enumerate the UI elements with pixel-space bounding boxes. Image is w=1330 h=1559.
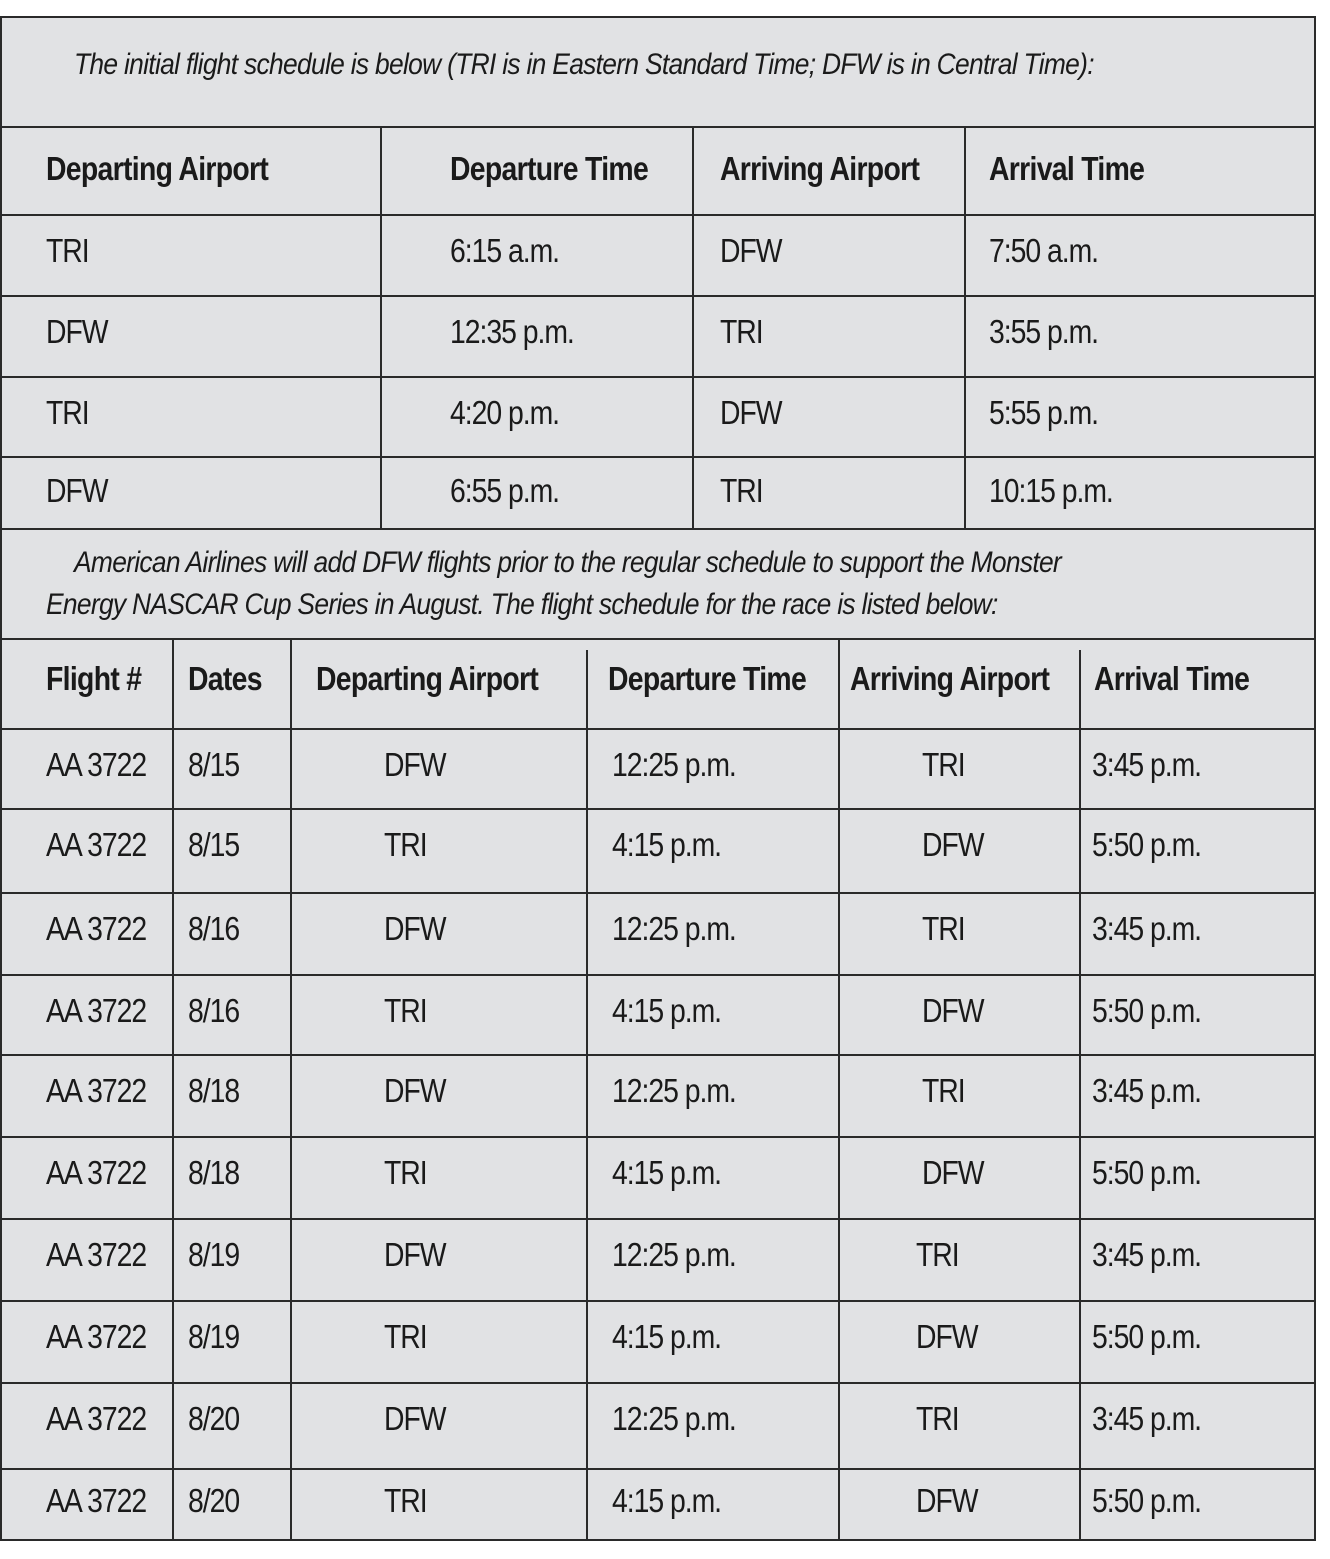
cell-date: 8/18 [188, 1072, 240, 1109]
column-divider [586, 650, 588, 1539]
cell-arriving-airport: TRI [922, 746, 965, 783]
cell-departing-airport: TRI [384, 1482, 427, 1519]
table-row [2, 1468, 1314, 1539]
cell-departing-airport: DFW [384, 1400, 446, 1437]
cell-departure-time: 4:15 p.m. [612, 992, 722, 1029]
cell-arrival-time: 3:45 p.m. [1092, 1072, 1202, 1109]
table-row [2, 1136, 1314, 1218]
cell-date: 8/16 [188, 910, 240, 947]
table-row [2, 892, 1314, 974]
cell-arriving-airport: DFW [720, 394, 782, 431]
cell-arriving-airport: DFW [922, 826, 984, 863]
cell-flight-number: AA 3722 [46, 826, 147, 863]
cell-arrival-time: 3:45 p.m. [1092, 1236, 1202, 1273]
cell-arrival-time: 3:55 p.m. [989, 313, 1099, 350]
cell-departing-airport: DFW [46, 472, 108, 509]
cell-departure-time: 4:15 p.m. [612, 1318, 722, 1355]
cell-departing-airport: DFW [384, 910, 446, 947]
cell-departure-time: 12:25 p.m. [612, 910, 736, 947]
cell-flight-number: AA 3722 [46, 1482, 147, 1519]
cell-flight-number: AA 3722 [46, 1154, 147, 1191]
cell-arriving-airport: DFW [720, 232, 782, 269]
table-row [2, 456, 1314, 528]
cell-flight-number: AA 3722 [46, 1236, 147, 1273]
initial-header-row [2, 126, 1314, 214]
table-row [2, 376, 1314, 456]
cell-departing-airport: DFW [384, 1072, 446, 1109]
table-row [2, 728, 1314, 808]
cell-date: 8/16 [188, 992, 240, 1029]
cell-departure-time: 4:15 p.m. [612, 1482, 722, 1519]
table-row [2, 1054, 1314, 1136]
table-row [2, 1218, 1314, 1300]
cell-arrival-time: 7:50 a.m. [989, 232, 1099, 269]
cell-flight-number: AA 3722 [46, 1400, 147, 1437]
column-divider [290, 638, 292, 1539]
cell-date: 8/19 [188, 1318, 240, 1355]
cell-departure-time: 12:25 p.m. [612, 1072, 736, 1109]
column-divider [964, 126, 966, 528]
table-row [2, 295, 1314, 376]
cell-arrival-time: 3:45 p.m. [1092, 746, 1202, 783]
cell-departing-airport: TRI [46, 394, 89, 431]
cell-departing-airport: TRI [384, 826, 427, 863]
cell-departing-airport: TRI [384, 992, 427, 1029]
column-divider [838, 638, 840, 1539]
header-dates: Dates [188, 660, 262, 697]
header-flight-number: Flight # [46, 660, 142, 697]
flight-schedule-document [0, 16, 1316, 1541]
cell-arrival-time: 5:55 p.m. [989, 394, 1099, 431]
table-row [2, 808, 1314, 892]
cell-departure-time: 12:35 p.m. [450, 313, 574, 350]
intro-note: The initial flight schedule is below (TRI is in Eastern Standard Time; DFW is in Central Time): [74, 48, 1094, 81]
header-arrival-time: Arrival Time [1094, 660, 1250, 697]
cell-date: 8/19 [188, 1236, 240, 1273]
column-divider [1079, 650, 1081, 1539]
cell-arriving-airport: TRI [720, 472, 763, 509]
cell-flight-number: AA 3722 [46, 910, 147, 947]
column-divider [692, 126, 694, 528]
cell-arrival-time: 5:50 p.m. [1092, 1318, 1202, 1355]
header-departure-time: Departure Time [608, 660, 807, 697]
cell-date: 8/18 [188, 1154, 240, 1191]
race-note-line-1: American Airlines will add DFW flights prior to the regular schedule to support the Monster [74, 546, 1062, 579]
cell-departure-time: 4:15 p.m. [612, 1154, 722, 1191]
cell-departure-time: 6:55 p.m. [450, 472, 560, 509]
cell-arrival-time: 5:50 p.m. [1092, 1154, 1202, 1191]
cell-date: 8/15 [188, 826, 240, 863]
cell-departure-time: 12:25 p.m. [612, 1400, 736, 1437]
cell-date: 8/20 [188, 1482, 240, 1519]
header-arriving-airport: Arriving Airport [720, 150, 920, 187]
header-arriving-airport: Arriving Airport [850, 660, 1050, 697]
cell-departing-airport: TRI [384, 1154, 427, 1191]
cell-arriving-airport: DFW [916, 1482, 978, 1519]
table-row [2, 1382, 1314, 1468]
column-divider [172, 638, 174, 1539]
cell-arrival-time: 3:45 p.m. [1092, 1400, 1202, 1437]
header-departing-airport: Departing Airport [316, 660, 539, 697]
cell-departing-airport: TRI [384, 1318, 427, 1355]
header-arrival-time: Arrival Time [989, 150, 1145, 187]
cell-arriving-airport: DFW [922, 1154, 984, 1191]
cell-departure-time: 12:25 p.m. [612, 746, 736, 783]
cell-flight-number: AA 3722 [46, 1318, 147, 1355]
cell-flight-number: AA 3722 [46, 992, 147, 1029]
cell-departure-time: 4:20 p.m. [450, 394, 560, 431]
cell-date: 8/20 [188, 1400, 240, 1437]
race-note-line-2: Energy NASCAR Cup Series in August. The flight schedule for the race is listed below: [46, 588, 998, 621]
cell-date: 8/15 [188, 746, 240, 783]
table-row [2, 1300, 1314, 1382]
race-note-block [2, 528, 1314, 638]
cell-arrival-time: 5:50 p.m. [1092, 826, 1202, 863]
cell-departure-time: 12:25 p.m. [612, 1236, 736, 1273]
cell-arrival-time: 5:50 p.m. [1092, 1482, 1202, 1519]
cell-flight-number: AA 3722 [46, 1072, 147, 1109]
header-departing-airport: Departing Airport [46, 150, 269, 187]
cell-arriving-airport: TRI [922, 910, 965, 947]
table-row [2, 974, 1314, 1054]
table-row [2, 214, 1314, 295]
cell-arriving-airport: TRI [922, 1072, 965, 1109]
cell-departing-airport: DFW [384, 1236, 446, 1273]
cell-flight-number: AA 3722 [46, 746, 147, 783]
cell-arriving-airport: TRI [916, 1400, 959, 1437]
cell-arriving-airport: DFW [922, 992, 984, 1029]
cell-departing-airport: TRI [46, 232, 89, 269]
cell-arriving-airport: TRI [916, 1236, 959, 1273]
header-departure-time: Departure Time [450, 150, 649, 187]
cell-departing-airport: DFW [46, 313, 108, 350]
cell-arriving-airport: TRI [720, 313, 763, 350]
cell-arrival-time: 10:15 p.m. [989, 472, 1113, 509]
cell-departing-airport: DFW [384, 746, 446, 783]
cell-arriving-airport: DFW [916, 1318, 978, 1355]
cell-departure-time: 6:15 a.m. [450, 232, 560, 269]
column-divider [380, 126, 382, 528]
race-header-row [2, 638, 1314, 728]
cell-arrival-time: 3:45 p.m. [1092, 910, 1202, 947]
cell-departure-time: 4:15 p.m. [612, 826, 722, 863]
cell-arrival-time: 5:50 p.m. [1092, 992, 1202, 1029]
